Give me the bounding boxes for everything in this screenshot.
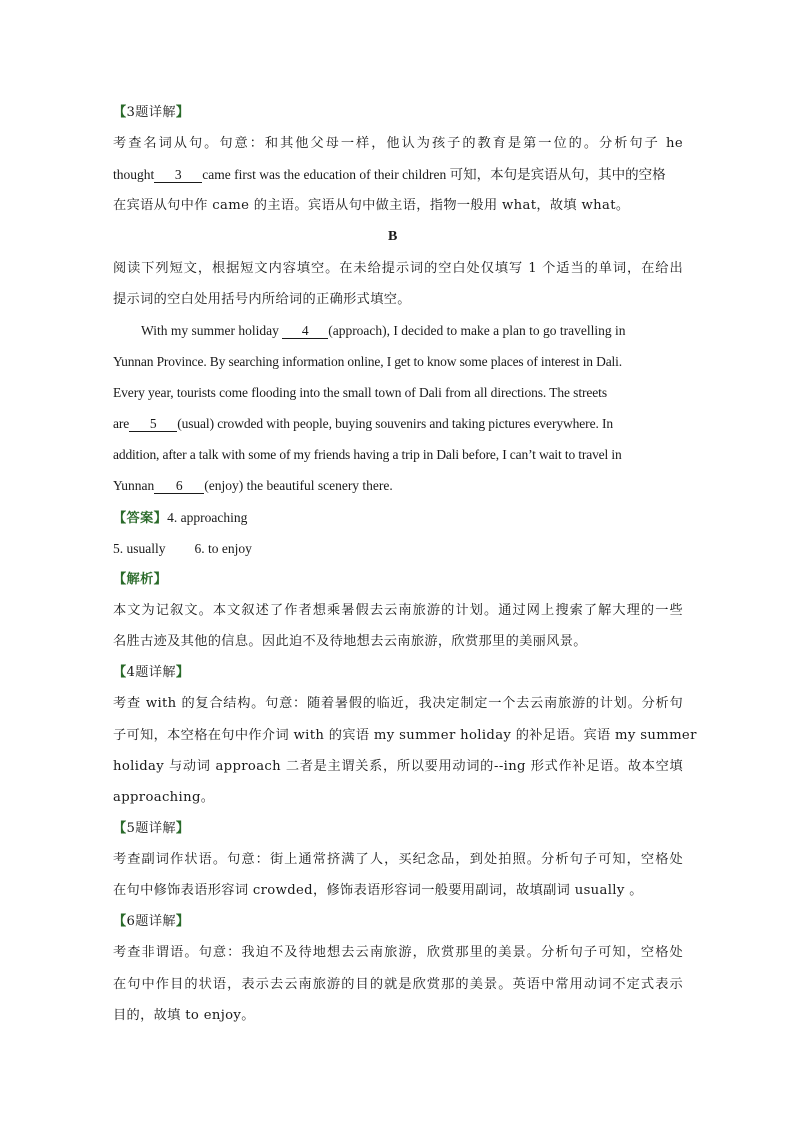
bracket-open: 【 (113, 511, 127, 526)
section-b-heading: B (388, 229, 398, 244)
passage-line-1-end: (approach), I decided to make a plan to go travelling in (328, 323, 626, 338)
analysis-line-2: 名胜古迹及其他的信息。因此迫不及待地想去云南旅游，欣赏那里的美丽风景。 (113, 634, 587, 649)
q5-heading (113, 819, 683, 839)
passage-line-4-start: are (113, 416, 130, 431)
passage-line-6-end: (enjoy) the beautiful scenery there. (204, 478, 393, 493)
analysis-label: 解析 (126, 572, 154, 587)
q4-line-4: approaching。 (113, 790, 215, 805)
analysis-heading (113, 570, 683, 590)
passage-line-1 (141, 321, 646, 341)
q3-heading-text: 3题详解 (126, 105, 176, 120)
answer-row-2 (113, 539, 683, 559)
bracket-open: 【 (113, 665, 127, 680)
q5-line-1: 考查副词作状语。句意：街上通常挤满了人，买纪念品，到处拍照。分析句子可知，空格处 (113, 852, 683, 867)
passage-line-3: Every year, tourists come flooding into the small town of Dali from all directions. The streets (113, 385, 607, 400)
bracket-close: 】 (175, 105, 190, 120)
answer-5: 5. usually (113, 541, 166, 556)
answer-row-1 (113, 508, 683, 529)
passage-line-2: Yunnan Province. By searching information online, I get to know some places of interest in Dali. (113, 354, 622, 369)
q3-line-1: 考查名词从句。句意：和其他父母一样，他认为孩子的教育是第一位的。分析句子 he (113, 136, 683, 151)
answer-label: 答案 (126, 511, 154, 526)
bracket-open: 【 (113, 572, 127, 587)
q6-line-2: 在句中作目的状语，表示去云南旅游的目的就是欣赏那的美景。英语中常用动词不定式表示 (113, 977, 683, 992)
q4-heading-text: 4题详解 (126, 665, 176, 680)
analysis-line-1: 本文为记叙文。本文叙述了作者想乘暑假去云南旅游的计划。通过网上搜索了解大理的一些 (113, 603, 683, 618)
instructions-line-1: 阅读下列短文，根据短文内容填空。在未给提示词的空白处仅填写 1 个适当的单词，在给出 (113, 261, 683, 276)
q4-line-2: 子可知，本空格在句中作介词 with 的宾语 my summer holiday 的补足语。宾语 my summer (113, 728, 697, 743)
q6-heading (113, 912, 683, 932)
bracket-close: 】 (175, 821, 190, 836)
instructions-line-2: 提示词的空白处用括号内所给词的正确形式填空。 (113, 292, 411, 307)
q3-line-2 (113, 165, 683, 186)
bracket-open: 【 (113, 105, 127, 120)
q4-line-3: holiday 与动词 approach 二者是主谓关系，所以要用动词的--ing 形式作补足语。故本空填 (113, 759, 683, 774)
q3-heading (113, 103, 683, 123)
bracket-close: 】 (175, 665, 190, 680)
q6-line-1: 考查非谓语。句意：我迫不及待地想去云南旅游，欣赏那里的美景。分析句子可知，空格处 (113, 945, 683, 960)
passage-line-4-end: (usual) crowded with people, buying souvenirs and taking pictures everywhere. In (177, 416, 614, 431)
q3-line-2-end: came first was the education of their children 可知，本句是宾语从句，其中的空格 (202, 167, 666, 182)
answer-6: 6. to enjoy (194, 541, 252, 556)
q5-heading-text: 5题详解 (126, 821, 176, 836)
q5-line-2: 在句中修饰表语形容词 crowded，修饰表语形容词一般要用副词，故填副词 usually 。 (113, 883, 643, 898)
q4-heading (113, 663, 683, 683)
q6-line-3: 目的，故填 to enjoy。 (113, 1008, 255, 1023)
bracket-close: 】 (153, 511, 168, 526)
q4-line-1: 考查 with 的复合结构。句意：随着暑假的临近，我决定制定一个去云南旅游的计划。分析句 (113, 696, 683, 711)
answer-4: 4. approaching (167, 510, 248, 525)
passage-line-6 (113, 476, 413, 496)
bracket-open: 【 (113, 914, 127, 929)
blank-6: 6 (154, 479, 204, 494)
blank-4: 4 (282, 324, 328, 339)
passage-line-4 (113, 414, 643, 434)
bracket-open: 【 (113, 821, 127, 836)
passage-line-5: addition, after a talk with some of my friends having a trip in Dali before, I can’t wait to travel in (113, 447, 622, 462)
q3-line-3: 在宾语从句中作 came 的主语。宾语从句中做主语，指物一般用 what，故填 what。 (113, 198, 630, 213)
blank-5: 5 (129, 417, 177, 432)
q3-blank: 3 (154, 168, 202, 183)
passage-line-1-start: With my summer holiday (141, 323, 279, 338)
passage-line-6-start: Yunnan (113, 478, 155, 493)
q3-line-2-start: thought (113, 167, 155, 182)
bracket-close: 】 (153, 572, 168, 587)
q6-heading-text: 6题详解 (126, 914, 176, 929)
bracket-close: 】 (175, 914, 190, 929)
